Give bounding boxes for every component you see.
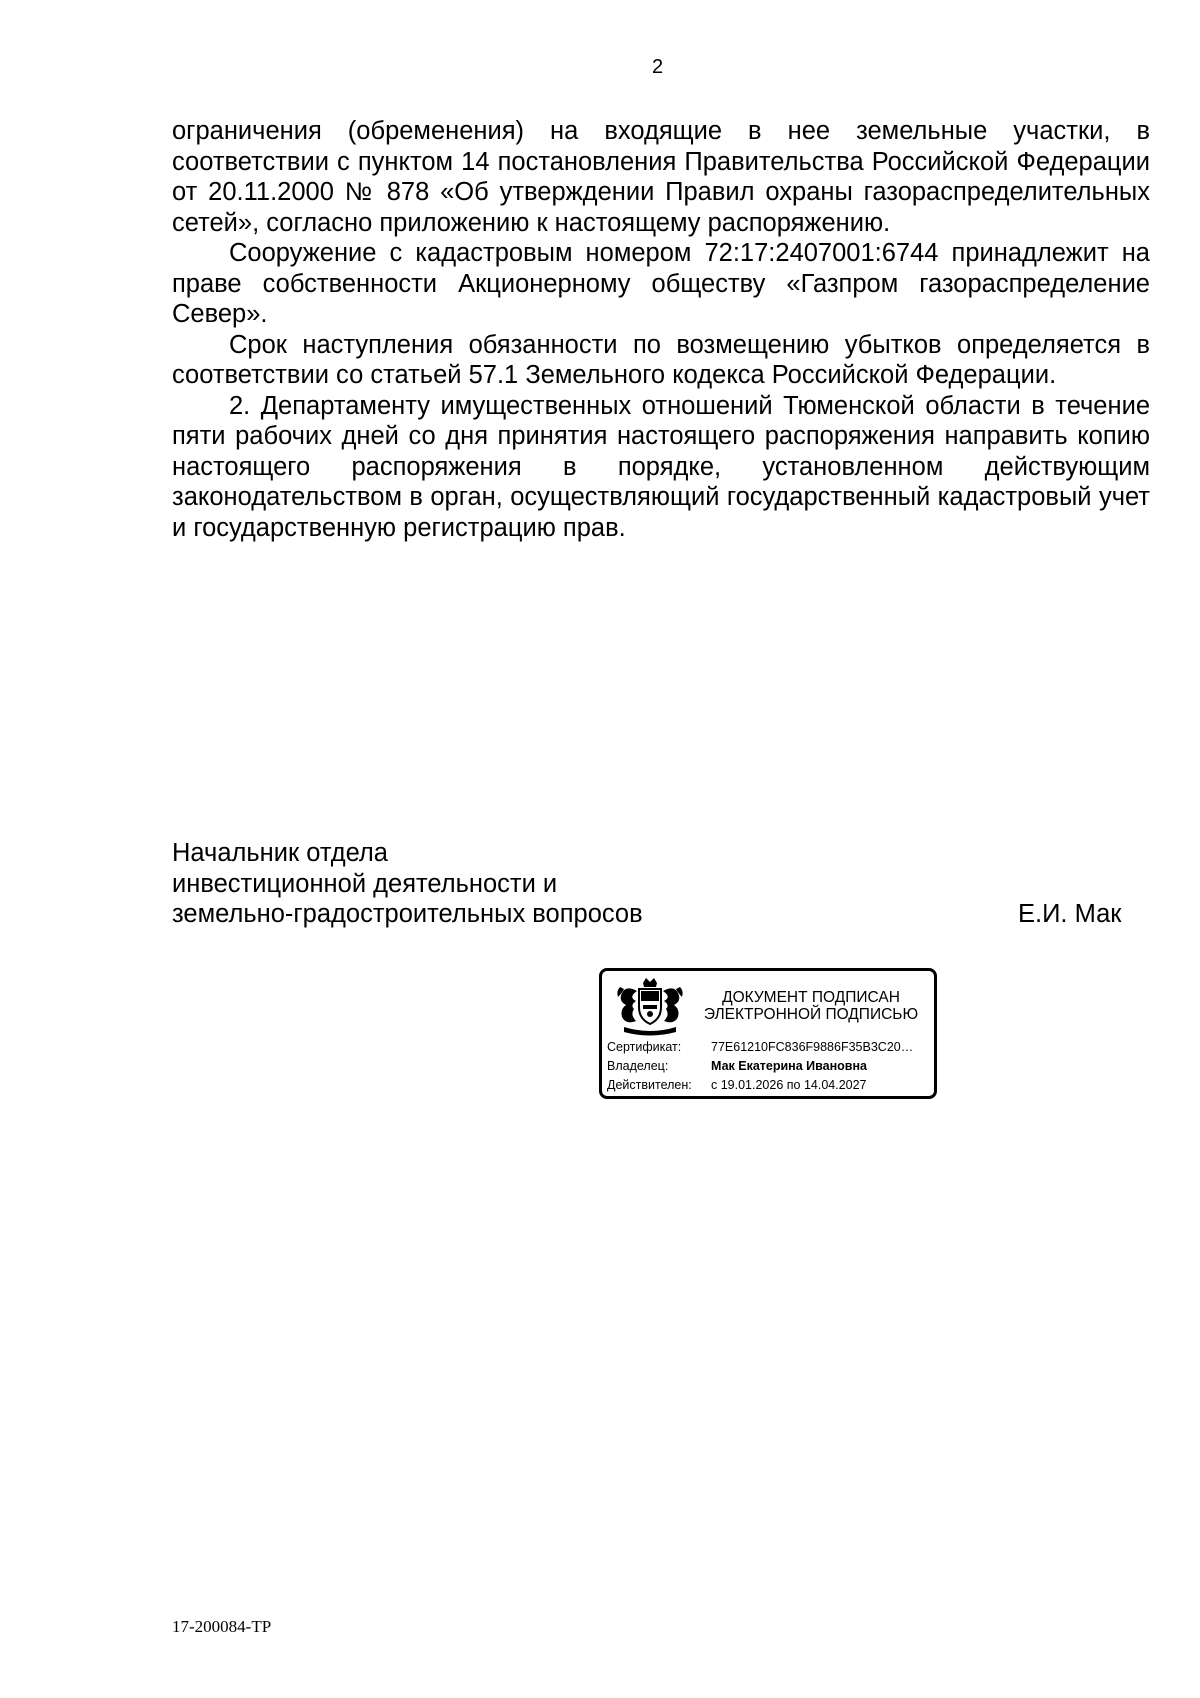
document-body [172, 116, 1150, 543]
stamp-heading-line: ЭЛЕКТРОННОЙ ПОДПИСЬЮ [703, 1006, 919, 1023]
paragraph-ownership: Сооружение с кадастровым номером 72:17:2407001:6744 принадлежит на праве собственности Акционерному обществу «Газпром газораспределение Север». [172, 239, 1150, 328]
validity-value: с 19.01.2026 по 14.04.2027 [711, 1078, 867, 1092]
certificate-value: 77E61210FC836F9886F35B3C20… [711, 1040, 914, 1054]
paragraph-department-instruction: 2. Департаменту имущественных отношений Тюменской области в течение пяти рабочих дней со дня принятия настоящего распоряжения направить копию настоящего распоряжения в порядке, установленном действующим законодательством в орган, осуществляющий государственный кадастровый учет и государственную регистрацию прав. [172, 391, 1150, 542]
signatory-title [172, 838, 643, 930]
stamp-heading-line: ДОКУМЕНТ ПОДПИСАН [722, 989, 900, 1006]
signatory-title-line: земельно-градостроительных вопросов [172, 900, 643, 928]
certificate-label: Сертификат: [607, 1040, 682, 1054]
electronic-signature-stamp [599, 968, 937, 1099]
stamp-owner-row [607, 1059, 867, 1074]
paragraph-restrictions: ограничения (обременения) на входящие в нее земельные участки, в соответствии с пунктом 14 постановления Правительства Российской Федерации от 20.11.2000 № 878 «Об утверждении Правил охраны газораспределительных сетей», согласно приложению к настоящему распоряжению. [172, 117, 1150, 237]
paragraph-damages: Срок наступления обязанности по возмещению убытков определяется в соответствии со статьей 57.1 Земельного кодекса Российской Федерации. [172, 330, 1150, 389]
signatory-title-line: Начальник отдела [172, 839, 388, 867]
validity-label: Действителен: [607, 1078, 692, 1092]
owner-value: Мак Екатерина Ивановна [711, 1059, 867, 1073]
coat-of-arms-icon [612, 977, 688, 1039]
page-number: 2 [651, 56, 664, 78]
signatory-title-line: инвестиционной деятельности и [172, 869, 558, 898]
signatory-name: Е.И. Мак [1018, 900, 1122, 928]
document-code: 17-200084-ТР [172, 1617, 272, 1636]
owner-label: Владелец: [607, 1059, 669, 1073]
stamp-validity-row [607, 1078, 867, 1093]
stamp-certificate-row [607, 1040, 913, 1055]
stamp-heading [688, 989, 934, 1023]
